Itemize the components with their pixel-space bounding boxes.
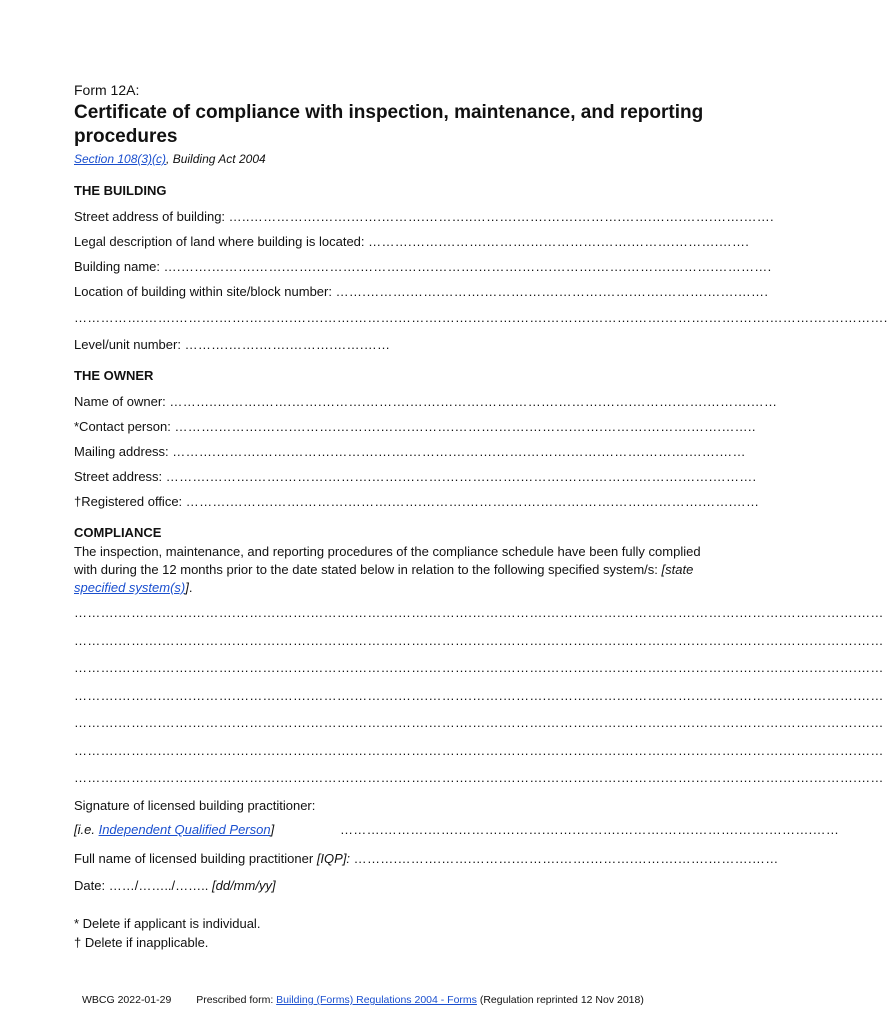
specified-systems-line-4[interactable]: ……….……….…….……….……….…….……….……….…….……….…….……….……….…….……….…….……….……….…….……….…… [74,688,884,703]
section-link[interactable]: Section 108(3)(c) [74,152,167,166]
ie-prefix: [i.e. [74,822,99,837]
specified-systems-line-7[interactable]: ……….……….…….……….……….…….……….……….…….……….…….……….……….…….……….…….……….……….…….……….…… [74,770,884,785]
street-address-building-label: Street address of building: [74,209,226,224]
building-heading: THE BUILDING [74,183,167,198]
full-name-field[interactable] [74,850,779,868]
specified-systems-line-3[interactable]: ……….……….…….……….……….…….……….……….…….……….…….……….……….…….……….…….……….……….…….……….…… [74,660,884,675]
location-label: Location of building within site/block number: [74,284,332,299]
contact-person-field[interactable] [74,418,756,436]
signature-row[interactable] [74,821,840,839]
owner-heading: THE OWNER [74,368,154,383]
level-unit-field[interactable] [74,336,704,354]
footer-code: WBCG 2022-01-29 [82,994,172,1006]
mailing-address-label: Mailing address: [74,444,169,459]
subtitle [74,152,266,166]
location-field[interactable] [74,283,769,301]
note-asterisk: * Delete if applicant is individual. [74,916,261,931]
building-name-label: Building name: [74,259,160,274]
legal-description-field[interactable] [74,233,750,251]
dotted-fill: ……….…….……….……….…………….…….……….……….……. [368,234,750,249]
dotted-fill: ….…….……….…….…….……….……….…….……….……….…….……….…….……….……….…………. [163,259,772,274]
dotted-fill: ……….……….…….……….……….…….……….……….…….……….…….……….……….…….…… [185,494,760,509]
registered-office-label: †Registered office: [74,494,183,509]
form-page [74,0,888,1024]
page-title: Certificate of compliance with inspection, maintenance, and reporting procedures [74,102,704,147]
dotted-fill: ……….……….…….……….……….…….……….……….…….……….…… [353,851,779,866]
dotted-fill: …….……….…….……….……….…….……….…….…….……….…….……. [335,284,769,299]
compliance-heading: COMPLIANCE [74,525,162,540]
dotted-fill: ……….…….…….……….…….…… [184,337,391,352]
street-address-building-field[interactable] [74,208,774,226]
footer [82,994,712,1006]
subtitle-rest: , Building Act 2004 [166,152,266,166]
date-fill: ……/……../…….. [108,878,209,893]
footer-reprint: (Regulation reprinted 12 Nov 2018) [479,994,644,1006]
dotted-fill: ………..……….…….…….……….……….…….……….…….……….……….…….……….…….……….…… [169,394,778,409]
full-name-iqp: [IQP]: [316,851,351,866]
form-number: Form 12A: [74,82,140,98]
specified-systems-line-2[interactable]: ……….……….…….……….……….…….……….……….…….……….…….……….……….…….……….…….……….……….…….……….…… [74,633,884,648]
note-dagger: † Delete if inapplicable. [74,935,209,950]
date-field[interactable] [74,877,704,895]
state-period: . [188,580,193,595]
legal-description-label: Legal description of land where building is located: [74,234,365,249]
footer-prescribed: Prescribed form: [196,994,274,1006]
specified-systems-line-5[interactable]: ……….……….…….……….……….…….……….……….…….……….…….……….……….…….……….…….……….……….…….……….…… [74,715,884,730]
registered-office-field[interactable] [74,493,760,511]
specified-systems-line-1[interactable]: ……….……….…….……….……….…….……….……….…….……….…….……….……….…….……….…….……….……….…….……….…… [74,605,884,620]
compliance-paragraph [74,543,704,597]
signature-label: Signature of licensed building practitioner: [74,798,316,813]
dotted-fill: …..…………….…….…….……….………..……….…….…….……….…….…….…….…….……. [228,209,774,224]
specified-systems-line-6[interactable]: ……….……….…….……….……….…….……….……….…….……….…….……….……….…….……….…….……….……….…….……….…… [74,743,884,758]
contact-person-label: *Contact person: [74,419,171,434]
date-label: Date: [74,878,106,893]
owner-name-field[interactable] [74,393,778,411]
full-name-label: Full name of licensed building practitioner [74,851,314,866]
ie-suffix: ] [270,822,275,837]
mailing-address-field[interactable] [74,443,746,461]
specified-systems-link[interactable]: specified system(s) [74,580,186,595]
dotted-fill: ……….……….…….……….……….…….……….……….…….……….…….……….……….…….…… [172,444,746,459]
dotted-fill: ……….……….…….……….……….…….……….……….…….……….…….……….……….…….………. [165,469,757,484]
location-continuation-line[interactable]: …………….…….……….…….……….…….…….……….……….…….……….…….……….……….…….……….…….…….……….…….………. [74,310,888,325]
state-suffix: ] [185,580,189,595]
level-unit-label: Level/unit number: [74,337,181,352]
state-prefix: [state [661,562,694,577]
compliance-text: The inspection, maintenance, and reporting procedures of the compliance schedule have been fully complied with during the 12 months prior to the date stated below in relation to the following specified system/s: [74,544,701,577]
owner-name-label: Name of owner: [74,394,166,409]
independent-qualified-person-link[interactable]: Independent Qualified Person [98,822,271,837]
regulations-link[interactable]: Building (Forms) Regulations 2004 - Forms [276,994,477,1006]
street-address-owner-label: Street address: [74,469,163,484]
signature-line[interactable]: ……….……….…….……….……….…….……….……….…….……….…….……….…… [340,822,840,837]
building-name-field[interactable] [74,258,772,276]
street-address-owner-field[interactable] [74,468,757,486]
dotted-fill: ……….……….…….……….……….…….……….……….…….……….…….……….……….…….…….. [174,419,756,434]
date-format: [dd/mm/yy] [212,878,276,893]
